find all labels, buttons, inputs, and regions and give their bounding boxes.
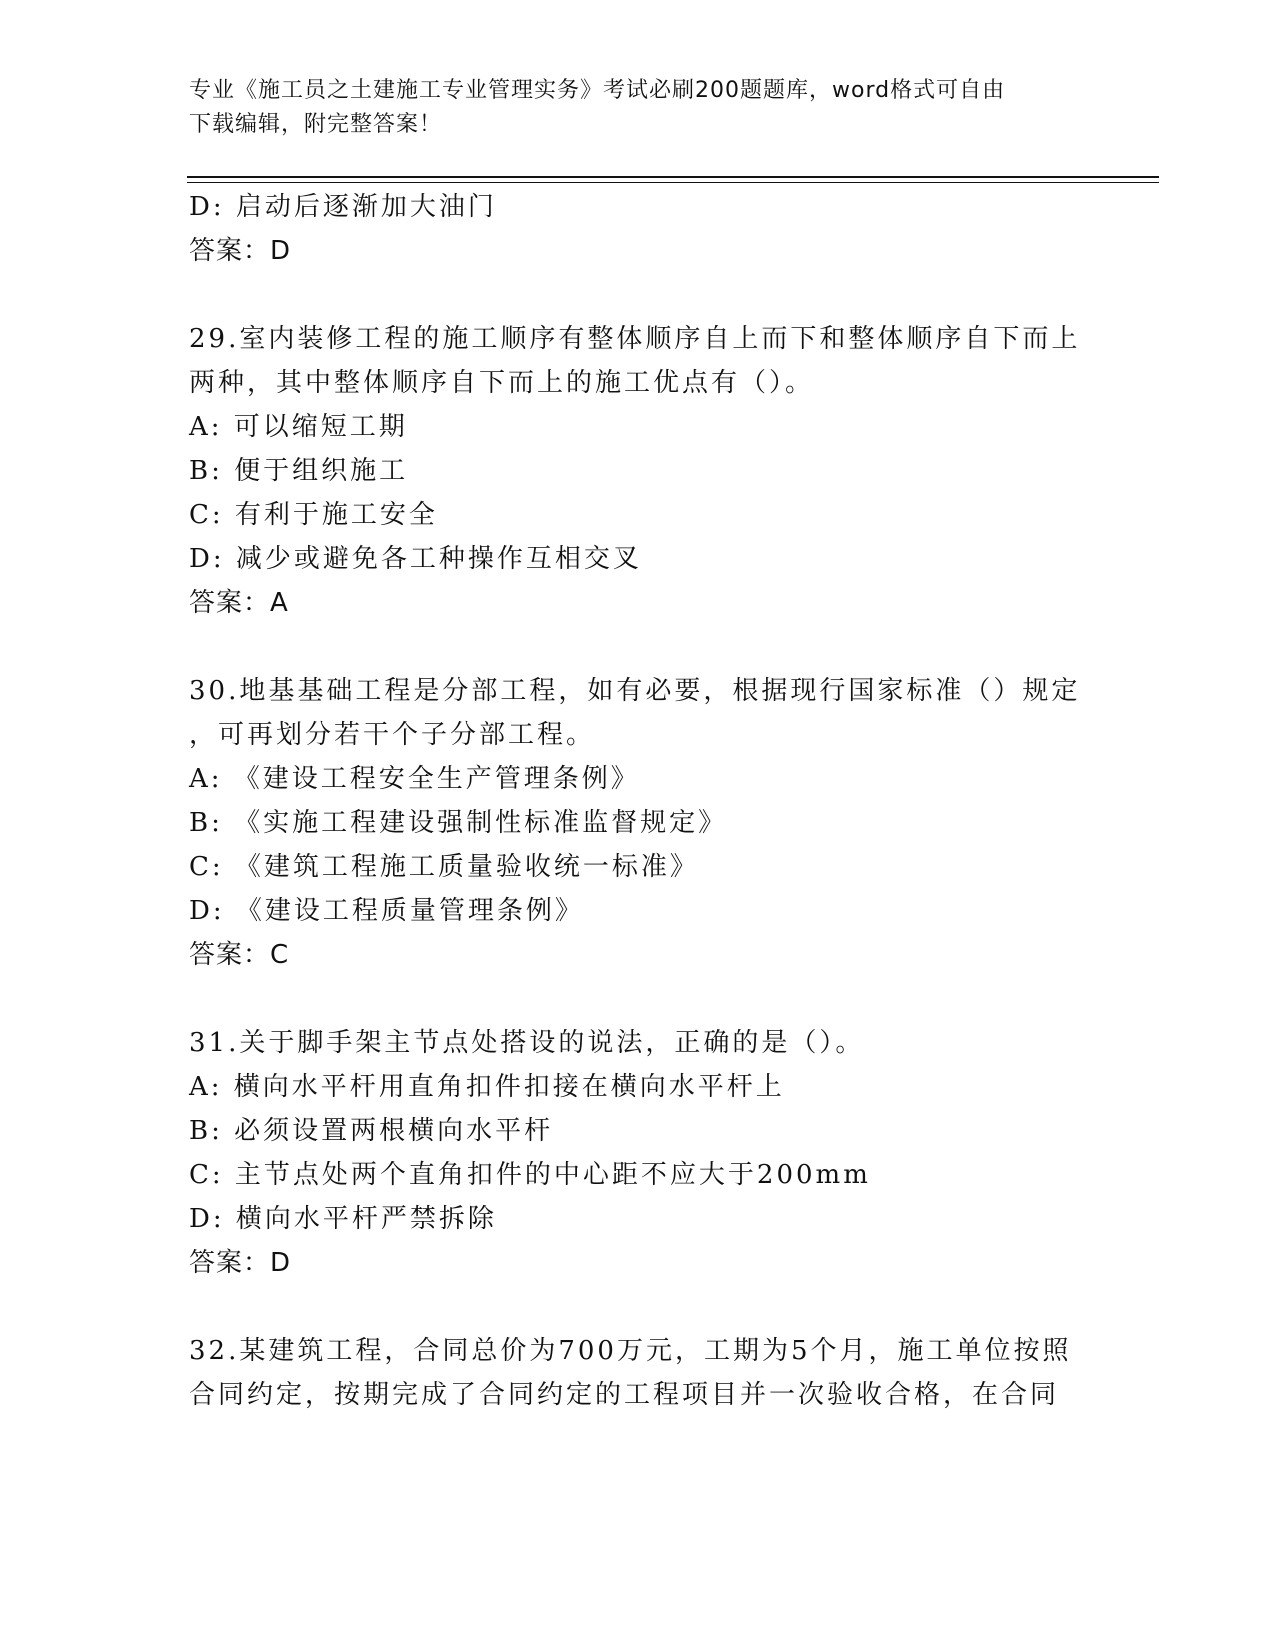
question-29-option-a: A: 可以缩短工期 <box>189 412 408 442</box>
question-30-option-a: A: 《建设工程安全生产管理条例》 <box>189 764 640 794</box>
header-divider-thin <box>187 182 1159 183</box>
question-31-option-a: A: 横向水平杆用直角扣件扣接在横向水平杆上 <box>189 1072 785 1102</box>
question-31-option-b: B: 必须设置两根横向水平杆 <box>189 1116 554 1146</box>
question-31-answer: 答案：D <box>189 1248 292 1278</box>
question-32-line-1: 32.某建筑工程，合同总价为700万元，工期为5个月，施工单位按照 <box>189 1336 1072 1366</box>
question-31-option-c: C: 主节点处两个直角扣件的中心距不应大于200mm <box>189 1160 871 1190</box>
question-29-option-c: C: 有利于施工安全 <box>189 500 438 530</box>
header-line-1: 专业《施工员之土建施工专业管理实务》考试必刷200题题库，word格式可自由 <box>189 78 1006 103</box>
document-header <box>189 74 1089 142</box>
question-30-option-c: C: 《建筑工程施工质量验收统一标准》 <box>189 852 699 882</box>
answer-line: 答案：D <box>189 236 292 266</box>
question-30-line-1: 30.地基基础工程是分部工程，如有必要，根据现行国家标准（）规定 <box>189 676 1081 706</box>
question-29-line-1: 29.室内装修工程的施工顺序有整体顺序自上而下和整体顺序自下而上 <box>189 324 1081 354</box>
question-29-answer: 答案：A <box>189 588 289 618</box>
question-31-line-1: 31.关于脚手架主节点处搭设的说法，正确的是（）。 <box>189 1028 865 1058</box>
question-29-option-b: B: 便于组织施工 <box>189 456 409 486</box>
question-32-line-2: 合同约定，按期完成了合同约定的工程项目并一次验收合格，在合同 <box>189 1380 1060 1410</box>
option-d-line: D: 启动后逐渐加大油门 <box>189 192 497 222</box>
header-divider-thick <box>187 176 1159 178</box>
question-30-line-2: ，可再划分若干个子分部工程。 <box>189 720 596 750</box>
question-31-option-d: D: 横向水平杆严禁拆除 <box>189 1204 497 1234</box>
question-30-answer: 答案：C <box>189 940 290 970</box>
question-30-option-b: B: 《实施工程建设强制性标准监督规定》 <box>189 808 728 838</box>
question-29-option-d: D: 减少或避免各工种操作互相交叉 <box>189 544 642 574</box>
question-30-option-d: D: 《建设工程质量管理条例》 <box>189 896 584 926</box>
question-29-line-2: 两种，其中整体顺序自下而上的施工优点有（）。 <box>189 368 815 398</box>
header-line-2: 下载编辑，附完整答案！ <box>189 112 443 137</box>
